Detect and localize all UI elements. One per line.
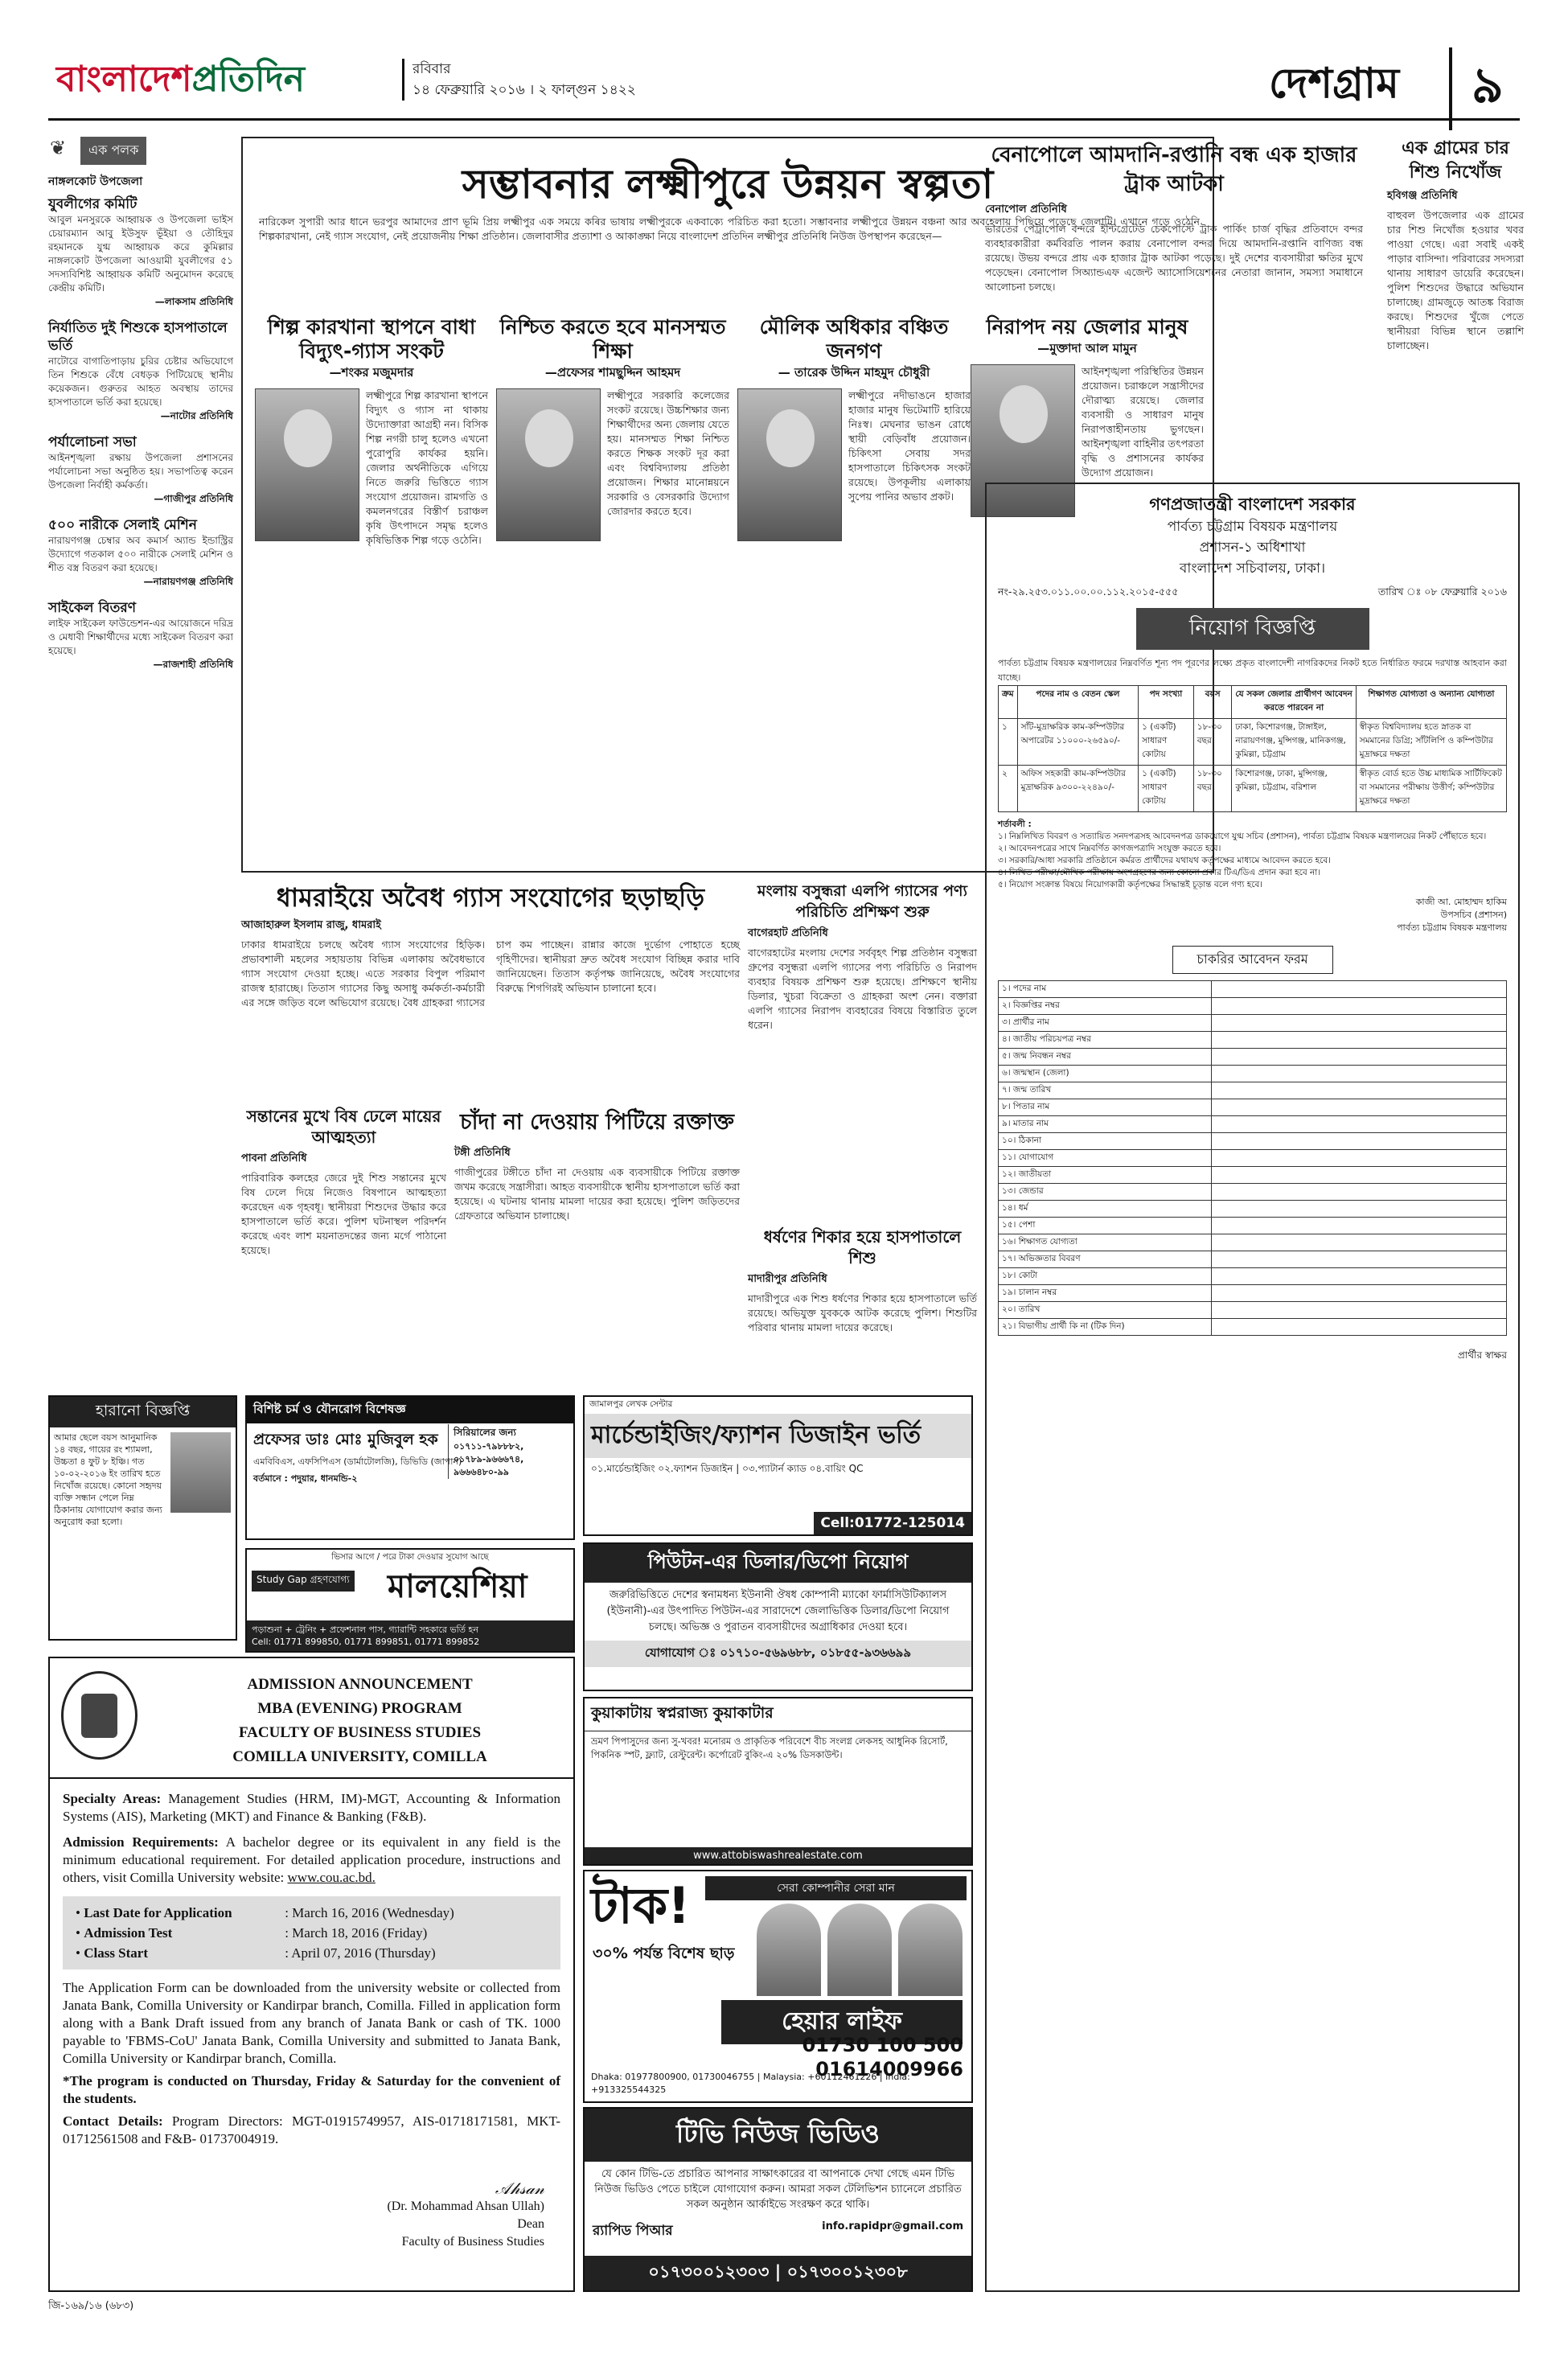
masthead [48, 44, 1520, 121]
signature-label: প্রার্থীর স্বাক্ষর [1457, 1349, 1507, 1361]
form-field[interactable] [1212, 1234, 1507, 1251]
brief-item[interactable]: নির্যাতিত দুই শিশুকে হাসপাতালে ভর্তি নাটোরে বাগাতিপাড়ায় চুরির চেষ্টার অভিযোগে তিন শিশুকে বেঁধে বেধড়ক পিটিয়েছে স্থানীয় কয়েকজন। গুরুতর আহত অবস্থায় তাদের হাসপাতালে ভর্তি করা হয়েছে। —নাটোর প্রতিনিধি [48, 320, 233, 421]
vacancy-table: ক্রম পদের নাম ও বেতন স্কেল পদ সংখ্যা বয়স যে সকল জেলার প্রার্থীগণ আবেদন করতে পারবেন না শিক্ষাগত যোগ্যতা ও অন্যান্য যোগ্যতা ১ সাঁট-মুদ্রাক্ষরিক কাম-কম্পিউটার অপারেটর ১১০০০-২৬৫৯০/- ১ (একটি) সাধারণ কোটায় ১৮-৩০ বছর ঢাকা, কিশোরগঞ্জ, টাঙ্গাইল, নারায়ণগঞ্জ, মুন্সিগঞ্জ, মানিকগঞ্জ, কুমিল্লা, চট্টগ্রাম স্বীকৃত বিশ্ববিদ্যালয় হতে স্নাতক বা সমমানের ডিগ্রি; সাঁটলিপি ও কম্পিউটার মুদ্রাক্ষরে দক্ষতা ২ অফিস সহকারী কাম-কম্পিউটার মুদ্রাক্ষরিক ৯৩০০-২২৪৯০/- ১ (একটি) সাধারণ কোটায় ১৮-৩০ বছর কিশোরগঞ্জ, ঢাকা, মুন্সিগঞ্জ, কুমিল্লা, চট্টগ্রাম, বরিশাল স্বীকৃত বোর্ড হতে উচ্চ মাধ্যমিক সার্টিফিকেট বা সমমানের পরীক্ষায় উত্তীর্ণ; কম্পিউটার মুদ্রাক্ষরে দক্ষতা [998, 685, 1507, 812]
malaysia-study-ad[interactable]: ভিসার আগে / পরে টাকা দেওয়ার সুযোগ আছে Study Gap গ্রহণযোগ্য মালয়েশিয়া পড়াশুনা + ট্রেনিং + প্রফেশনাল পাস, গ্যারান্টি সহকারে ভর্তি হন Cell: 01771 899850, 01771 899851, 01771 899852 [245, 1548, 575, 1653]
form-field[interactable] [1212, 1285, 1507, 1302]
form-row: ১৫। পেশা [999, 1218, 1507, 1234]
skin-specialist-ad[interactable]: বিশিষ্ট চর্ম ও যৌনরোগ বিশেষজ্ঞ প্রফেসর ডাঃ মোঃ মুজিবুল হক এমবিবিএস, এফসিপিএস (ডার্মাটোলজি), ডিভিডি (জাপান) বর্তমানে : পদুয়ার, ধানমন্ডি-২ সিরিয়ালের জন্য ০১৭১১-৭৯৮৮৮২, ০১৭৮৯-৯৬৬৬৭৪, ৯৬৬৬৪৮০-৯৯ [245, 1395, 575, 1540]
brief-item[interactable]: পর্যালোচনা সভা আইনশৃঙ্খলা রক্ষায় উপজেলা প্রশাসনের পর্যালোচনা সভা অনুষ্ঠিত হয়। সভাপতিত্ব করেন উপজেলা নির্বাহী কর্মকর্তা। —গাজীপুর প্রতিনিধি [48, 434, 233, 504]
serial-phones: সিরিয়ালের জন্য ০১৭১১-৭৯৮৮৮২, ০১৭৮৯-৯৬৬৬৭৪, ৯৬৬৬৪৮০-৯৯ [448, 1424, 569, 1479]
form-field[interactable] [1212, 1049, 1507, 1066]
kuakata-resort-ad[interactable]: কুয়াকাটায় স্বপ্নরাজ্য কুয়াকাটার ভ্রমণ পিপাসুদের জন্য সু-খবর! মনোরম ও প্রাকৃতিক পরিবেশে বীচ সংলগ্ন লেকসহ আধুনিক রিসোর্ট, পিকনিক স্পট, ফ্ল্যাট, রেস্টুরেন্ট। কর্পোরেট বুকিং-এ ২০% ডিসকাউন্ট। www.attobiswashrealestate.com [583, 1697, 973, 1866]
lead-sub-article: নিরাপদ নয় জেলার মানুষ —মুক্তাদা আল মামুন আইনশৃঙ্খলা পরিস্থিতির উন্নয়ন প্রয়োজন। চরাঞ্চলে সন্ত্রাসীদের দৌরাত্ম্য রয়েছে। জেলার ব্যবসায়ী ও সাধারণ মানুষ নিরাপত্তাহীনতায় ভুগছেন। আইনশৃঙ্খলা বাহিনীর তৎপরতা বৃদ্ধি ও প্রশাসনের কার্যকর উদ্যোগ প্রয়োজন। [971, 315, 1204, 522]
form-field[interactable] [1212, 1251, 1507, 1268]
dhamrai-gas-article[interactable]: ধামরাইয়ে অবৈধ গ্যাস সংযোগের ছড়াছড়ি আজাহারুল ইসলাম রাজু, ধামরাই ঢাকার ধামরাইয়ে চলছে অবৈধ গ্যাস সংযোগের হিড়িক। প্রভাবশালী মহলের সহায়তায় বিভিন্ন এলাকায় অবৈধভাবে গ্যাস সংযোগ দেওয়া হচ্ছে। এতে সরকার বিপুল পরিমাণ রাজস্ব হারাচ্ছে। তিতাস গ্যাসের কিছু অসাধু কর্মকর্তা-কর্মচারী এর সঙ্গে জড়িত বলে অভিযোগ রয়েছে। বৈধ গ্রাহকরা গ্যাসের চাপ কম পাচ্ছেন। রান্নার কাজে দুর্ভোগ পোহাতে হচ্ছে গৃহিণীদের। স্থানীয়রা দ্রুত অবৈধ সংযোগ বিচ্ছিন্ন করার দাবি জানিয়েছেন। তিতাস কর্তৃপক্ষ জানিয়েছে, অবৈধ সংযোগের বিরুদ্ধে শিগগিরই অভিযান চালানো হবে। [241, 882, 740, 1008]
article-headline: সন্তানের মুখে বিষ ঢেলে মায়ের আত্মহত্যা [246, 1107, 441, 1147]
date-row: • Class Start : April 07, 2016 (Thursday) [76, 1945, 436, 1961]
admission-announcement-ad[interactable]: ADMISSION ANNOUNCEMENT MBA (EVENING) PROGRAM FACULTY OF BUSINESS STUDIES COMILLA UNIVERSITY, COMILLA Specialty Areas: Management Studies (HRM, IM)-MGT, Accounting & Information Systems (AIS), Marketing (MKT) and Finance & Banking (F&B). Admission Requirements: A bachelor degree or its equivalent in any field is the minimum educational requirement. For detailed application procedure, instructions and others, visit Comilla University website: www.cou.ac.bd. • Last Date for Application : March 16, 2016 (Wednesday) • Admission Test : March 18, 2016 (Friday) • Class Start : April 07, 2016 (Thursday) The Application Form can be downloaded from the university website or collected from Janata Bank, Comilla University or Kandirpar branch, Comilla. Filled in application form along with a Bank Draft issued from any branch of Janata Bank or cash of TK. 1000 payable to 'FBMS-CoU' Janata Bank, Comilla University and submitted to Janata Bank, Comilla University or Kandirpar branch, Comilla. *The program is conducted on Thursday, Friday & Saturday for the convenient of the students. Contact Details: Program Directors: MGT-01915749957, AIS-01718171581, MKT-01712561508 and F&B- 01737004919. 𝒜𝒽𝓈𝒶𝓃 (Dr. Mohammad Ahsan Ullah) Dean Faculty of Business Studies [48, 1657, 575, 2292]
author-photo [737, 388, 842, 541]
form-field[interactable] [1212, 1150, 1507, 1167]
section-title: দেশগ্রাম [1268, 60, 1399, 108]
brief-news-column [48, 137, 233, 1259]
article-headline: ধর্ষণের শিকার হয়ে হাসপাতালে শিশু [763, 1227, 962, 1267]
child-hospital-article[interactable]: ধর্ষণের শিকার হয়ে হাসপাতালে শিশু মাদারীপুর প্রতিনিধি মাদারীপুরে এক শিশু ধর্ষণের শিকার হয়ে হাসপাতালে ভর্তি রয়েছে। অভিযুক্ত যুবককে আটক করেছে পুলিশ। শিশুটির পরিবার থানায় মামলা দায়ের করেছে। [748, 1227, 977, 1333]
swirl-icon: ❦ [50, 137, 67, 159]
university-website-link[interactable]: www.cou.ac.bd. [287, 1870, 376, 1885]
author-photo [496, 388, 601, 541]
form-field[interactable] [1212, 1015, 1507, 1032]
missing-person-photo [170, 1432, 231, 1513]
brief-column-tag: এক পলক [80, 137, 146, 165]
form-field[interactable] [1212, 998, 1507, 1015]
form-row: ১৩। জেন্ডার [999, 1184, 1507, 1201]
table-row: ২ অফিস সহকারী কাম-কম্পিউটার মুদ্রাক্ষরিক ৯৩০০-২২৪৯০/- ১ (একটি) সাধারণ কোটায় ১৮-৩০ বছর কিশোরগঞ্জ, ঢাকা, মুন্সিগঞ্জ, কুমিল্লা, চট্টগ্রাম, বরিশাল স্বীকৃত বোর্ড হতে উচ্চ মাধ্যমিক সার্টিফিকেট বা সমমানের পরীক্ষায় উত্তীর্ণ; কম্পিউটার মুদ্রাক্ষরে দক্ষতা [999, 766, 1507, 812]
form-row: ৯। মাতার নাম [999, 1116, 1507, 1133]
condition-item: ৩। সরকারি/আধা সরকারি প্রতিষ্ঠানে কর্মরত প্রার্থীদের যথাযথ কর্তৃপক্ষের মাধ্যমে আবেদন করতে হবে। [998, 856, 1331, 865]
application-form-title: চাকরির আবেদন ফরম [1172, 946, 1333, 974]
form-field[interactable] [1212, 1167, 1507, 1184]
ad-reference: জি-১৬৯/১৬ (৬৮৩) [48, 2300, 134, 2312]
application-form [998, 980, 1507, 1336]
lead-sub-article: মৌলিক অধিকার বঞ্চিত জনগণ — তারেক উদ্দিন মাহমুদ চৌধুরী লক্ষ্মীপুরে নদীভাঙনে হাজার হাজার মানুষ ভিটেমাটি হারিয়ে নিঃস্ব। মেঘনার ভাঙন রোধে স্থায়ী বেড়িবাঁধ প্রয়োজন। চিকিৎসা সেবায় সদর হাসপাতালে চিকিৎসক সংকট রয়েছে। উপকূলীয় এলাকায় সুপেয় পানির অভাব প্রকট। [737, 315, 971, 546]
missing-children-article[interactable]: এক গ্রামের চার শিশু নিখোঁজ হবিগঞ্জ প্রতিনিধি বাহুবল উপজেলার এক গ্রামের চার শিশু নিখোঁজ হওয়ার খবর পাওয়া গেছে। এরা সবাই একই পাড়ার বাসিন্দা। পরিবারের সদস্যরা থানায় সাধারণ ডায়েরি করেছেন। পুলিশ শিশুদের উদ্ধারে অভিযান চালাচ্ছে। গ্রামজুড়ে আতঙ্ক বিরাজ করছে। শিশুদের খুঁজে পেতে স্থানীয়রা বিভিন্ন স্থানে তল্লাশি চালাচ্ছেন। [1387, 138, 1524, 351]
page-number: ৯ [1449, 47, 1504, 130]
form-field[interactable] [1212, 1302, 1507, 1319]
form-row: ১২। জাতীয়তা [999, 1167, 1507, 1184]
admission-dates [63, 1896, 560, 1969]
article-headline: চাঁদা না দেওয়ায় পিটিয়ে রক্তাক্ত [460, 1110, 734, 1135]
condition-item: ১। নিম্নলিখিত বিবরণ ও সত্যায়িত সনদপত্রসহ আবেদনপত্র ডাকযোগে যুগ্ম সচিব (প্রশাসন), পার্বত্য চট্টগ্রাম বিষয়ক মন্ত্রণালয়ের নিকট পৌঁছাতে হবে। [998, 832, 1487, 841]
lost-notice-ad[interactable]: হারানো বিজ্ঞপ্তি আমার ছেলে বয়স আনুমানিক ১৪ বছর, গায়ের রং শ্যামলা, উচ্চতা ৪ ফুট ৮ ইঞ্চি। গত ১০-০২-২০১৬ ইং তারিখ হতে নিখোঁজ রয়েছে। কোনো সহৃদয় ব্যক্তি সন্ধান পেলে নিম্ন ঠিকানায় যোগাযোগ করার জন্য অনুরোধ করা হলো। [48, 1395, 237, 1641]
article-headline: মংলায় বসুন্ধরা এলপি গ্যাসের পণ্য পরিচিতি প্রশিক্ষণ শুরু [757, 882, 968, 921]
form-row: ৩। প্রার্থীর নাম [999, 1015, 1507, 1032]
mother-suicide-article[interactable]: সন্তানের মুখে বিষ ঢেলে মায়ের আত্মহত্যা পাবনা প্রতিনিধি পারিবারিক কলহের জেরে দুই শিশু সন্তানের মুখে বিষ ঢেলে দিয়ে নিজেও বিষপানে আত্মহত্যা করেছেন এক গৃহবধূ। স্থানীয়রা শিশুদের উদ্ধার করে হাসপাতালে ভর্তি করে। পুলিশ ঘটনাস্থল পরিদর্শন করেছে এবং লাশ ময়নাতদন্তের জন্য মর্গে পাঠানো হয়েছে। [241, 1107, 446, 1256]
extortion-article[interactable]: চাঁদা না দেওয়ায় পিটিয়ে রক্তাক্ত টঙ্গী প্রতিনিধি গাজীপুরের টঙ্গীতে চাঁদা না দেওয়ায় এক ব্যবসায়ীকে পিটিয়ে রক্তাক্ত জখম করেছে সন্ত্রাসীরা। আহত ব্যবসায়ীকে স্থানীয় হাসপাতালে ভর্তি করা হয়েছে। এ ঘটনায় থানায় মামলা দায়ের করা হয়েছে। পুলিশ জড়িতদের গ্রেফতারে অভিযান চালাচ্ছে। [454, 1106, 740, 1387]
notice-reference: নং-২৯.২৫৩.০১১.০০.০০.১১২.২০১৫-৫৫৫ তারিখ ঃ ০৮ ফেব্রুয়ারি ২০১৬ [998, 585, 1507, 598]
form-row: ১১। যোগাযোগ [999, 1150, 1507, 1167]
form-row: ৪। জাতীয় পরিচয়পত্র নম্বর [999, 1032, 1507, 1049]
model-photos [705, 1904, 963, 1996]
form-field[interactable] [1212, 1032, 1507, 1049]
brief-item[interactable]: ৫০০ নারীকে সেলাই মেশিন নারায়ণগঞ্জ চেম্বার অব কমার্স অ্যান্ড ইন্ডাস্ট্রির উদ্যোগে গতকাল ৫০০ নারীকে সেলাই মেশিন ও শীত বস্ত্র বিতরণ করা হয়েছে। —নারায়ণগঞ্জ প্রতিনিধি [48, 517, 233, 587]
form-field[interactable] [1212, 1082, 1507, 1099]
form-field[interactable] [1212, 1319, 1507, 1336]
article-headline: এক গ্রামের চার শিশু নিখোঁজ [1402, 138, 1509, 183]
lead-sub-article: শিল্প কারখানা স্থাপনে বাধা বিদ্যুৎ-গ্যাস সংকট —শংকর মজুমদার লক্ষ্মীপুরে শিল্প কারখানা স্থাপনে বিদ্যুৎ ও গ্যাস না থাকায় উদ্যোক্তারা আগ্রহী নন। বিসিক শিল্প নগরী চালু হলেও এখনো পুরোপুরি কার্যকর হয়নি। জেলার অর্থনীতিকে এগিয়ে নিতে জরুরি ভিত্তিতে গ্যাস সংযোগ প্রয়োজন। রামগতি ও কমলনগরের বিস্তীর্ণ চরাঞ্চল কৃষি উৎপাদনে সমৃদ্ধ হলেও কৃষিভিত্তিক শিল্প গড়ে ওঠেনি। [255, 315, 488, 548]
dean-signature: 𝒜𝒽𝓈𝒶𝓃 (Dr. Mohammad Ahsan Ullah) Dean Faculty of Business Studies [387, 2180, 544, 2249]
form-field[interactable] [1212, 1268, 1507, 1285]
newspaper-logo[interactable]: বাংলাদেশপ্রতিদিন [56, 59, 305, 100]
issue-date: রবিবার ১৪ ফেব্রুয়ারি ২০১৬ । ২ ফাল্গুন ১৪২২ [402, 59, 636, 101]
form-row: ২। বিজ্ঞপ্তির নম্বর [999, 998, 1507, 1015]
form-row: ১৬। শিক্ষাগত যোগ্যতা [999, 1234, 1507, 1251]
form-row: ৫। জন্ম নিবন্ধন নম্বর [999, 1049, 1507, 1066]
author-photo [255, 388, 359, 541]
form-field[interactable] [1212, 1218, 1507, 1234]
lead-sub-article: নিশ্চিত করতে হবে মানসম্মত শিক্ষা —প্রফেসর শামছুদ্দিন আহমদ লক্ষ্মীপুরে সরকারি কলেজের সংকট রয়েছে। উচ্চশিক্ষার জন্য শিক্ষার্থীদের অন্য জেলায় যেতে হয়। মানসম্মত শিক্ষা নিশ্চিত করতে শিক্ষক সংকট দূর করা এবং বিশ্ববিদ্যালয় প্রতিষ্ঠা প্রয়োজন। শিক্ষার মানোন্নয়নে সরকারি ও বেসরকারি উদ্যোগ জোরদার করতে হবে। [496, 315, 729, 546]
brief-item[interactable]: নাঙ্গলকোট উপজেলা যুবলীগের কমিটি আবুল মনসুরকে আহ্বায়ক ও উপজেলা ভাইস চেয়ারম্যান আবু ইউসুফ ভূঁইয়া ও তৌহিদুর রহমানকে যুগ্ম আহ্বায়ক করে কুমিল্লার নাঙ্গলকোট উপজেলা আওয়ামী যুবলীগের ৫১ সদস্যবিশিষ্ট আহ্বায়ক কমিটি অনুমোদন করেছে কেন্দ্রীয় কমিটি। —লাকসাম প্রতিনিধি [48, 175, 233, 307]
notice-signer: কাজী আ. মোহাম্মদ হাকিম উপসচিব (প্রশাসন) পার্বত্য চট্টগ্রাম বিষয়ক মন্ত্রণালয় [1397, 897, 1507, 933]
hair-life-ad[interactable]: টাক! ৩০% পর্যন্ত বিশেষ ছাড় সেরা কোম্পানীর সেরা মান হেয়ার লাইফ 01730 100 500 01614009966 Dhaka: 01977800900, 01730046755 | Malaysia: +60112461226 | India: +913325544325 [583, 1870, 973, 2103]
form-field[interactable] [1212, 1201, 1507, 1218]
form-row: ২০। তারিখ [999, 1302, 1507, 1319]
brief-item[interactable]: সাইকেল বিতরণ লাইফ সাইকেল ফাউন্ডেশন-এর আয়োজনে দরিদ্র ও মেধাবী শিক্ষার্থীদের মধ্যে সাইকেল বিতরণ করা হয়েছে। —রাজশাহী প্রতিনিধি [48, 600, 233, 670]
form-field[interactable] [1212, 981, 1507, 998]
condition-item: ৫। নিয়োগ সংক্রান্ত বিষয়ে নিয়োগকারী কর্তৃপক্ষের সিদ্ধান্তই চূড়ান্ত বলে গণ্য হবে। [998, 880, 1263, 889]
form-field[interactable] [1212, 1099, 1507, 1116]
benapole-article[interactable]: বেনাপোলে আমদানি-রপ্তানি বন্ধ এক হাজার ট্রাক আটকা বেনাপোল প্রতিনিধি ভারতের পেট্রাপোল বন্দরে ইন্টিগ্রেটেড চেকপোস্টে ট্রাক পার্কিং চার্জ বৃদ্ধির প্রতিবাদে বন্দর ব্যবহারকারীরা কর্মবিরতি পালন করায় বেনাপোল বন্দর দিয়ে আমদানি-রপ্তানি বাণিজ্য বন্ধ রয়েছে। উভয় বন্দরে প্রায় এক হাজার ট্রাক আটকা পড়েছে। দুই দেশের ব্যবসায়ীরা ক্ষতির মুখে পড়েছেন। বেনাপোল সিঅ্যান্ডএফ এজেন্ট অ্যাসোসিয়েশনের নেতারা জানান, সমস্যা সমাধানে আলোচনা চলছে। [985, 141, 1363, 374]
form-row: ১০। ঠিকানা [999, 1133, 1507, 1150]
form-row: ১৯। চালান নম্বর [999, 1285, 1507, 1302]
tv-news-video-ad[interactable]: টিভি নিউজ ভিডিও যে কোন টিভি-তে প্রচারিত আপনার সাক্ষাৎকারের বা আপনাকে দেখা গেছে এমন টিভি নিউজ ভিডিও পেতে চাইলে যোগাযোগ করুন। আমরা সকল টেলিভিশন চ্যানেলে প্রচারিত সকল অনুষ্ঠান আর্কাইভে সংরক্ষণ করে থাকি। র‍্যাপিড পিআর info.rapidpr@gmail.com ০১৭৩০০১২৩০৩ | ০১৭৩০০১২৩০৮ [583, 2107, 973, 2292]
form-row: ৭। জন্ম তারিখ [999, 1082, 1507, 1099]
form-row: ৮। পিতার নাম [999, 1099, 1507, 1116]
form-field[interactable] [1212, 1184, 1507, 1201]
form-row: ১৪। ধর্ম [999, 1201, 1507, 1218]
article-headline: ধামরাইয়ে অবৈধ গ্যাস সংযোগের ছড়াছড়ি [276, 882, 705, 913]
condition-item: ৪। লিখিত পরীক্ষা/মৌখিক পরীক্ষায় অংশগ্রহণের জন্য কোনো প্রকার টিএ/ডিএ প্রদান করা হবে না। [998, 868, 1321, 877]
lpg-training-article[interactable]: মংলায় বসুন্ধরা এলপি গ্যাসের পণ্য পরিচিতি প্রশিক্ষণ শুরু বাগেরহাট প্রতিনিধি বাগেরহাটের মংলায় দেশের সর্ববৃহৎ শিল্প প্রতিষ্ঠান বসুন্ধরা গ্রুপের বসুন্ধরা এলপি গ্যাসের পণ্য পরিচিতি ও নিরাপদ ব্যবহার বিষয়ক প্রশিক্ষণ শুরু হয়েছে। প্রশিক্ষণে স্থানীয় ডিলার, খুচরা বিক্রেতা ও গ্রাহকরা অংশ নেন। বক্তারা এলপি গ্যাসের নিরাপদ ব্যবহারের বিষয়ে বিস্তারিত তুলে ধরেন। [748, 882, 977, 1031]
form-row: ১৮। কোটা [999, 1268, 1507, 1285]
recruitment-notice[interactable]: গণপ্রজাতন্ত্রী বাংলাদেশ সরকার পার্বত্য চট্টগ্রাম বিষয়ক মন্ত্রণালয় প্রশাসন-১ অধিশাখা বাংলাদেশ সচিবালয়, ঢাকা। নং-২৯.২৫৩.০১১.০০.০০.১১২.২০১৫-৫৫৫ তারিখ ঃ ০৮ ফেব্রুয়ারি ২০১৬ নিয়োগ বিজ্ঞপ্তি পার্বত্য চট্টগ্রাম বিষয়ক মন্ত্রণালয়ের নিম্নবর্ণিত শূন্য পদ পূরণের লক্ষ্যে প্রকৃত বাংলাদেশী নাগরিকদের নিকট হতে নির্ধারিত ফরমে দরখাস্ত আহবান করা যাচ্ছে। ক্রম পদের নাম ও বেতন স্কেল পদ সংখ্যা বয়স যে সকল জেলার প্রার্থীগণ আবেদন করতে পারবেন না শিক্ষাগত যোগ্যতা ও অন্যান্য যোগ্যতা ১ সাঁট-মুদ্রাক্ষরিক কাম-কম্পিউটার অপারেটর ১১০০০-২৬৫৯০/- ১ (একটি) সাধারণ কোটায় ১৮-৩০ বছর ঢাকা, কিশোরগঞ্জ, টাঙ্গাইল, নারায়ণগঞ্জ, মুন্সিগঞ্জ, মানিকগঞ্জ, কুমিল্লা, চট্টগ্রাম স্বীকৃত বিশ্ববিদ্যালয় হতে স্নাতক বা সমমানের ডিগ্রি; সাঁটলিপি ও কম্পিউটার মুদ্রাক্ষরে দক্ষতা ২ অফিস সহকারী কাম-কম্পিউটার মুদ্রাক্ষরিক ৯৩০০-২২৪৯০/- ১ (একটি) সাধারণ কোটায় ১৮-৩০ বছর কিশোরগঞ্জ, ঢাকা, মুন্সিগঞ্জ, কুমিল্লা, চট্টগ্রাম, বরিশাল স্বীকৃত বোর্ড হতে উচ্চ মাধ্যমিক সার্টিফিকেট বা সমমানের পরীক্ষায় উত্তীর্ণ; কম্পিউটার মুদ্রাক্ষরে দক্ষতা শর্তাবলী : ১। নিম্নলিখিত বিবরণ ও সত্যায়িত সনদপত্রসহ আবেদনপত্র ডাকযোগে যুগ্ম সচিব (প্রশাসন), পার্বত্য চট্টগ্রাম বিষয়ক মন্ত্রণালয়ের নিকট পৌঁছাতে হবে। ২। আবেদনপত্রের সাথে নিম্নবর্ণিত কাগজপত্রাদি সংযুক্ত করতে হবে। ৩। সরকারি/আধা সরকারি প্রতিষ্ঠানে কর্মরত প্রার্থীদের যথাযথ কর্তৃপক্ষের মাধ্যমে আবেদন করতে হবে। ৪। লিখিত পরীক্ষা/মৌখিক পরীক্ষায় অংশগ্রহণের জন্য কোনো প্রকার টিএ/ডিএ প্রদান করা হবে না। ৫। নিয়োগ সংক্রান্ত বিষয়ে নিয়োগকারী কর্তৃপক্ষের সিদ্ধান্তই চূড়ান্ত বলে গণ্য হবে। কাজী আ. মোহাম্মদ হাকিম উপসচিব (প্রশাসন) পার্বত্য চট্টগ্রাম বিষয়ক মন্ত্রণালয় চাকরির আবেদন ফরম ১। পদের নাম ২। বিজ্ঞপ্তির নম্বর ৩। প্রার্থীর নাম ৪। জাতীয় পরিচয়পত্র নম্বর ৫। জন্ম নিবন্ধন নম্বর ৬। জন্মস্থান (জেলা) ৭। জন্ম তারিখ ৮। পিতার নাম ৯। মাতার নাম ১০। ঠিকানা ১১। যোগাযোগ ১২। জাতীয়তা ১৩। জেন্ডার ১৪। ধর্ম ১৫। পেশা ১৬। শিক্ষাগত যোগ্যতা ১৭। অভিজ্ঞতার বিবরণ ১৮। কোটা ১৯। চালান নম্বর ২০। তারিখ ২১। বিভাগীয় প্রার্থী কি না (টিক দিন) প্রার্থীর স্বাক্ষর [985, 483, 1520, 2292]
form-field[interactable] [1212, 1066, 1507, 1082]
article-headline: বেনাপোলে আমদানি-রপ্তানি বন্ধ এক হাজার ট্রাক আটকা [991, 143, 1357, 196]
conditions: শর্তাবলী : ১। নিম্নলিখিত বিবরণ ও সত্যায়িত সনদপত্রসহ আবেদনপত্র ডাকযোগে যুগ্ম সচিব (প্রশাসন), পার্বত্য চট্টগ্রাম বিষয়ক মন্ত্রণালয়ের নিকট পৌঁছাতে হবে। ২। আবেদনপত্রের সাথে নিম্নবর্ণিত কাগজপত্রাদি সংযুক্ত করতে হবে। ৩। সরকারি/আধা সরকারি প্রতিষ্ঠানে কর্মরত প্রার্থীদের যথাযথ কর্তৃপক্ষের মাধ্যমে আবেদন করতে হবে। ৪। লিখিত পরীক্ষা/মৌখিক পরীক্ষায় অংশগ্রহণের জন্য কোনো প্রকার টিএ/ডিএ প্রদান করা হবে না। ৫। নিয়োগ সংক্রান্ত বিষয়ে নিয়োগকারী কর্তৃপক্ষের সিদ্ধান্তই চূড়ান্ত বলে গণ্য হবে। [998, 819, 1507, 891]
university-crest-icon [61, 1671, 138, 1760]
form-field[interactable] [1212, 1116, 1507, 1133]
condition-item: ২। আবেদনপত্রের সাথে নিম্নবর্ণিত কাগজপত্রাদি সংযুক্ত করতে হবে। [998, 844, 1221, 853]
form-row: ১৭। অভিজ্ঞতার বিবরণ [999, 1251, 1507, 1268]
lead-headline: সম্ভাবনার লক্ষ্মীপুরে উন্নয়ন স্বল্পতা [462, 161, 994, 207]
dealer-recruitment-ad[interactable]: পিউটন-এর ডিলার/ডিপো নিয়োগ জরুরিভিত্তিতে দেশের স্বনামধন্য ইউনানী ঔষধ কোম্পানী ম্যাকো ফার্মাসিউটিক্যালস (ইউনানী)-এর উৎপাদিত পিউটন-এর সারাদেশে জেলাভিত্তিক ডিলার/ডিপো নিয়োগ চলছে। অভিজ্ঞ ও পুরাতন ব্যবসায়ীদের অগ্রাধিকার দেওয়া হবে। যোগাযোগ ঃ ০১৭১০-৫৬৯৬৮৮, ০১৮৫৫-৯৩৬৬৯৯ [583, 1542, 973, 1691]
form-row: ১। পদের নাম [999, 981, 1507, 998]
form-row: ২১। বিভাগীয় প্রার্থী কি না (টিক দিন) [999, 1319, 1507, 1336]
date-row: • Last Date for Application : March 16, 2016 (Wednesday) [76, 1905, 454, 1920]
table-row: ১ সাঁট-মুদ্রাক্ষরিক কাম-কম্পিউটার অপারেটর ১১০০০-২৬৫৯০/- ১ (একটি) সাধারণ কোটায় ১৮-৩০ বছর ঢাকা, কিশোরগঞ্জ, টাঙ্গাইল, নারায়ণগঞ্জ, মুন্সিগঞ্জ, মানিকগঞ্জ, কুমিল্লা, চট্টগ্রাম স্বীকৃত বিশ্ববিদ্যালয় হতে স্নাতক বা সমমানের ডিগ্রি; সাঁটলিপি ও কম্পিউটার মুদ্রাক্ষরে দক্ষতা [999, 719, 1507, 766]
lead-intro: নারিকেল সুপারী আর ধানে ভরপুর আমাদের প্রাণ ভূমি প্রিয় লক্ষ্মীপুর এক সময়ে কৰির ভাষায় লক্ষ্মীপুরকে একবাক্যে পরিচিত করা হতো। সম্ভাবনার লক্ষ্মীপুরে উন্নয়ন বঞ্চনা আর অবহেলায় পিছিয়ে পড়েছে জেলাটি। এখানে গড়ে ওঠেনি শিল্পকারখানা, নেই গ্যাস সংযোগ, নেই প্রয়োজনীয় শিক্ষা প্রতিষ্ঠান। জেলাবাসীর প্রত্যাশা ও আকাঙ্ক্ষা নিয়ে বাংলাদেশ প্রতিদিন লক্ষ্মীপুর প্রতিনিধি নিউজ উপস্থাপন করেছেন— [259, 216, 1200, 242]
fashion-design-ad[interactable]: জামালপুর লেখক সেন্টার মার্চেন্ডাইজিং/ফ্যাশন ডিজাইন ভর্তি ০১.মার্চেন্ডাইজিং ০২.ফ্যাশন ডিজাইন | ০৩.প্যাটার্ন ক্যাড ০৪.বায়িং QC Cell:01772-125014 [583, 1395, 973, 1536]
date-row: • Admission Test : March 18, 2016 (Friday) [76, 1925, 428, 1941]
form-row: ৬। জন্মস্থান (জেলা) [999, 1066, 1507, 1082]
notice-title: নিয়োগ বিজ্ঞপ্তি [1136, 608, 1369, 650]
form-field[interactable] [1212, 1133, 1507, 1150]
